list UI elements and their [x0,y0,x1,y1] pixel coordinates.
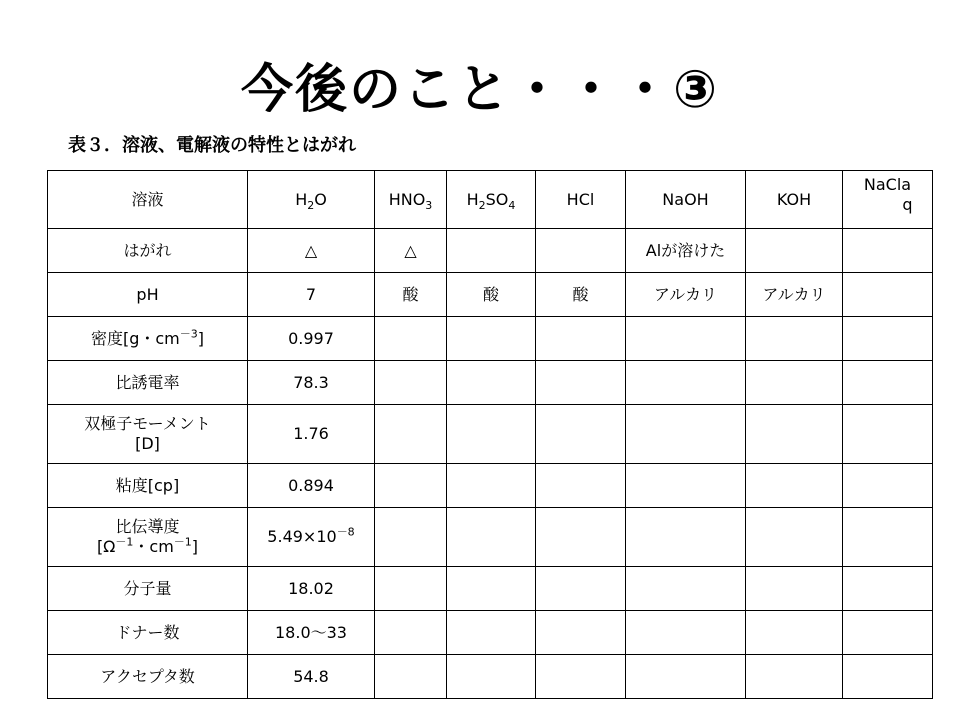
table-cell [447,464,536,508]
table-cell: 酸 [536,273,626,317]
table-cell [626,405,746,464]
table-cell [746,508,843,567]
header-row-label: 溶液 [48,171,248,229]
table-row [48,273,933,317]
table-cell [375,508,447,567]
table-cell [843,567,933,611]
table-cell [536,405,626,464]
table-cell: 0.894 [248,464,375,508]
table-cell [375,567,447,611]
header-hcl: HCl [536,171,626,229]
table-cell: 7 [248,273,375,317]
table-cell [626,317,746,361]
table-cell [447,611,536,655]
table-cell: 18.0～33 [248,611,375,655]
table-cell [447,361,536,405]
row-label: 分子量 [48,567,248,611]
row-label: pH [48,273,248,317]
table-cell [536,464,626,508]
row-label: 比伝導度 [$\Omega^{-1}$・$cm^{-1}$] [48,508,248,567]
table-cell [746,229,843,273]
row-label: 双極子モーメント [D] [48,405,248,464]
table-cell: △ [375,229,447,273]
table-cell [843,464,933,508]
table-cell [536,611,626,655]
table-cell [375,361,447,405]
table-row [48,464,933,508]
table-cell [536,317,626,361]
table-cell: アルカリ [626,273,746,317]
table-cell [536,508,626,567]
table-row [48,229,933,273]
table-cell [375,317,447,361]
table-cell [626,464,746,508]
table-cell [843,508,933,567]
row-label: ドナー数 [48,611,248,655]
table-cell [447,567,536,611]
header-row [48,171,933,229]
table-row [48,611,933,655]
table-cell [447,405,536,464]
table-cell [843,229,933,273]
table-cell [746,655,843,699]
table-cell [746,464,843,508]
table-row [48,317,933,361]
row-label: アクセプタ数 [48,655,248,699]
table-cell: △ [248,229,375,273]
table-cell: 酸 [375,273,447,317]
slide-title: 今後のこと・・・③ [240,60,720,120]
table-row [48,508,933,567]
properties-table [47,170,933,699]
table-row [48,405,933,464]
table-cell [626,361,746,405]
row-label: はがれ [48,229,248,273]
table-cell [746,317,843,361]
table-row [48,567,933,611]
table-cell [447,508,536,567]
table-cell [626,655,746,699]
table-cell [626,567,746,611]
table-cell [536,361,626,405]
header-h2o: $H_2O$ [248,171,375,229]
table-cell: $5.49\times 10^{-8}$ [248,508,375,567]
table-cell [746,361,843,405]
table-row [48,361,933,405]
table-row [48,655,933,699]
table-cell: 1.76 [248,405,375,464]
table-cell: アルカリ [746,273,843,317]
table-cell [843,405,933,464]
table-cell [536,229,626,273]
table-cell [843,361,933,405]
table-cell [536,567,626,611]
table-cell [843,273,933,317]
table-cell: 0.997 [248,317,375,361]
table-cell [843,655,933,699]
table-cell: 18.02 [248,567,375,611]
row-label: 粘度[cp] [48,464,248,508]
table-cell [447,317,536,361]
table-cell: 54.8 [248,655,375,699]
header-naoh: NaOH [626,171,746,229]
table-cell [746,567,843,611]
table-cell [746,611,843,655]
row-label: 比誘電率 [48,361,248,405]
table-cell [843,611,933,655]
table-cell [375,405,447,464]
table-cell: 酸 [447,273,536,317]
row-label: 密度[g・$cm^{-3}$] [48,317,248,361]
table-cell [536,655,626,699]
table-cell [746,405,843,464]
table-cell [375,464,447,508]
table-cell: Alが溶けた [626,229,746,273]
header-koh: KOH [746,171,843,229]
table-cell [626,611,746,655]
table-cell: 78.3 [248,361,375,405]
table-cell [375,611,447,655]
table-cell [375,655,447,699]
header-h2so4: $H_2SO_4$ [447,171,536,229]
table-cell [626,508,746,567]
table-caption: 表３．溶液、電解液の特性とはがれ [68,135,356,156]
table-cell [447,229,536,273]
header-hno3: $HNO_3$ [375,171,447,229]
table-cell [447,655,536,699]
header-naclaq: NaCla q [843,171,933,229]
table-cell [843,317,933,361]
